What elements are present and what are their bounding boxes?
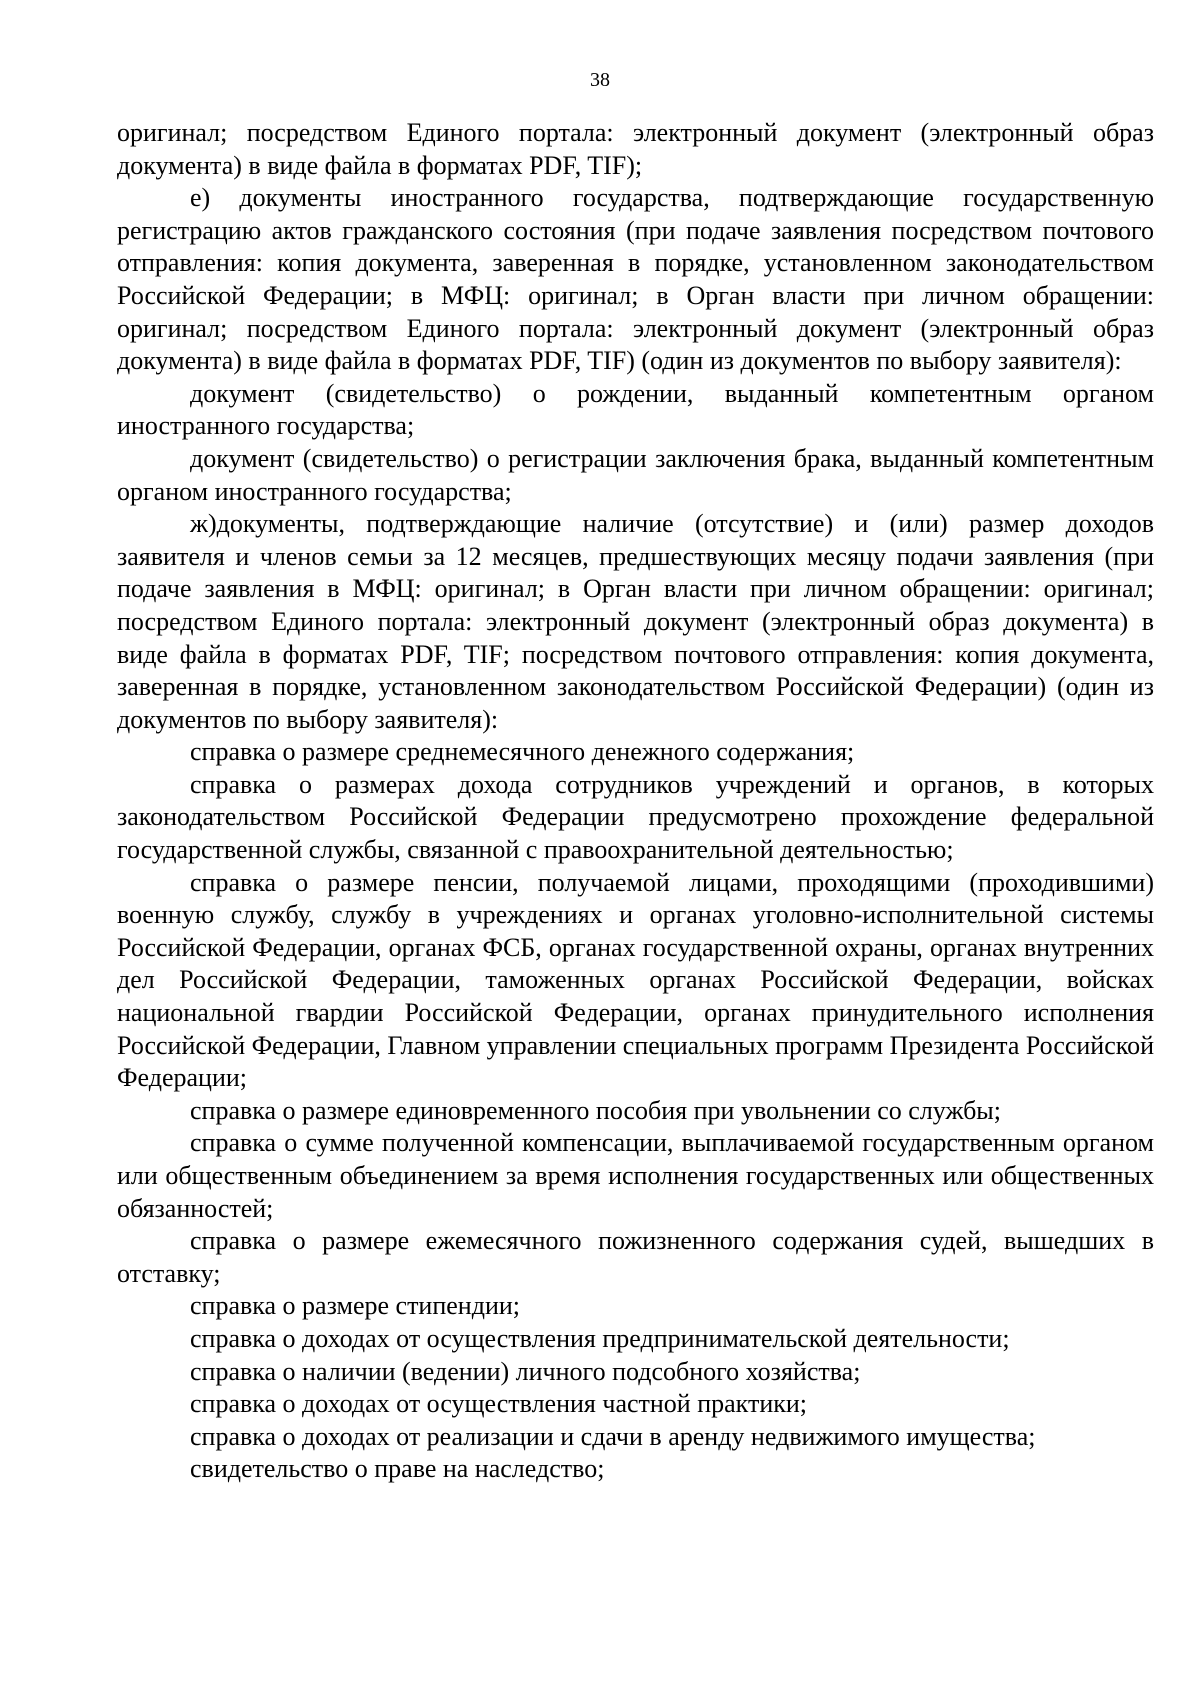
paragraph-average-salary: справка о размере среднемесячного денежного содержания;: [190, 737, 855, 767]
paragraph-business-income: справка о доходах от осуществления предпринимательской деятельности;: [190, 1323, 1010, 1353]
paragraph-compensation: справка о сумме полученной компенсации, выплачиваемой государственным органом или общественным объединением за время исполнения государственных или общественных обязанностей;: [117, 1128, 1154, 1223]
paragraph-household-plot: справка о наличии (ведении) личного подсобного хозяйства;: [190, 1356, 861, 1386]
paragraph-private-practice: справка о доходах от осуществления частной практики;: [190, 1389, 808, 1419]
paragraph-continuation: оригинал; посредством Единого портала: электронный документ (электронный образ документа) в виде файла в форматах PDF, TIF);: [117, 118, 1154, 180]
paragraph-stipend: справка о размере стипендии;: [190, 1291, 520, 1321]
paragraph-birth-certificate: документ (свидетельство) о рождении, выданный компетентным органом иностранного государства;: [117, 378, 1154, 441]
paragraph-marriage-certificate: документ (свидетельство) о регистрации заключения брака, выданный компетентным органом иностранного государства;: [117, 443, 1154, 506]
paragraph-item-e: е) документы иностранного государства, подтверждающие государственную регистрацию актов гражданского состояния (при подаче заявления посредством почтового отправления: копия документа, заверенная в порядке, установленном законодательством Российской Федерации; в МФЦ: оригинал; в Орган власти при личном обращении: оригинал; посредством Единого портала: электронный документ (электронный образ документа) в виде файла в форматах PDF, TIF) (один из документов по выбору заявителя):: [117, 183, 1154, 376]
paragraph-judge-allowance: справка о размере ежемесячного пожизненного содержания судей, вышедших в отставку;: [117, 1226, 1154, 1288]
document-body: [117, 117, 1154, 1486]
paragraph-item-zh: ж)документы, подтверждающие наличие (отсутствие) и (или) размер доходов заявителя и членов семьи за 12 месяцев, предшествующих месяцу подачи заявления (при подаче заявления в МФЦ: оригинал; в Орган власти при личном обращении: оригинал; посредством Единого портала: электронный документ (электронный образ документа) в виде файла в форматах PDF, TIF; посредством почтового отправления: копия документа, заверенная в порядке, установленном законодательством Российской Федерации) (один из документов по выбору заявителя):: [117, 509, 1154, 734]
paragraph-inheritance: свидетельство о праве на наследство;: [190, 1454, 605, 1484]
paragraph-pension: справка о размере пенсии, получаемой лицами, проходящими (проходившими) военную службу, службу в учреждениях и органах уголовно-исполнительной системы Российской Федерации, органах ФСБ, органах государственной охраны, органах внутренних дел Российской Федерации, таможенных органах Российской Федерации, войсках национальной гвардии Российской Федерации, органах принудительного исполнения Российской Федерации, Главном управлении специальных программ Президента Российской Федерации;: [117, 867, 1154, 1093]
page-number: 38: [590, 69, 610, 91]
paragraph-real-estate-income: справка о доходах от реализации и сдачи в аренду недвижимого имущества;: [190, 1421, 1036, 1451]
paragraph-severance: справка о размере единовременного пособия при увольнении со службы;: [190, 1095, 1002, 1125]
paragraph-law-enforcement-income: справка о размерах дохода сотрудников учреждений и органов, в которых законодательством Российской Федерации предусмотрено прохождение федеральной государственной службы, связанной с правоохранительной деятельностью;: [117, 769, 1154, 865]
